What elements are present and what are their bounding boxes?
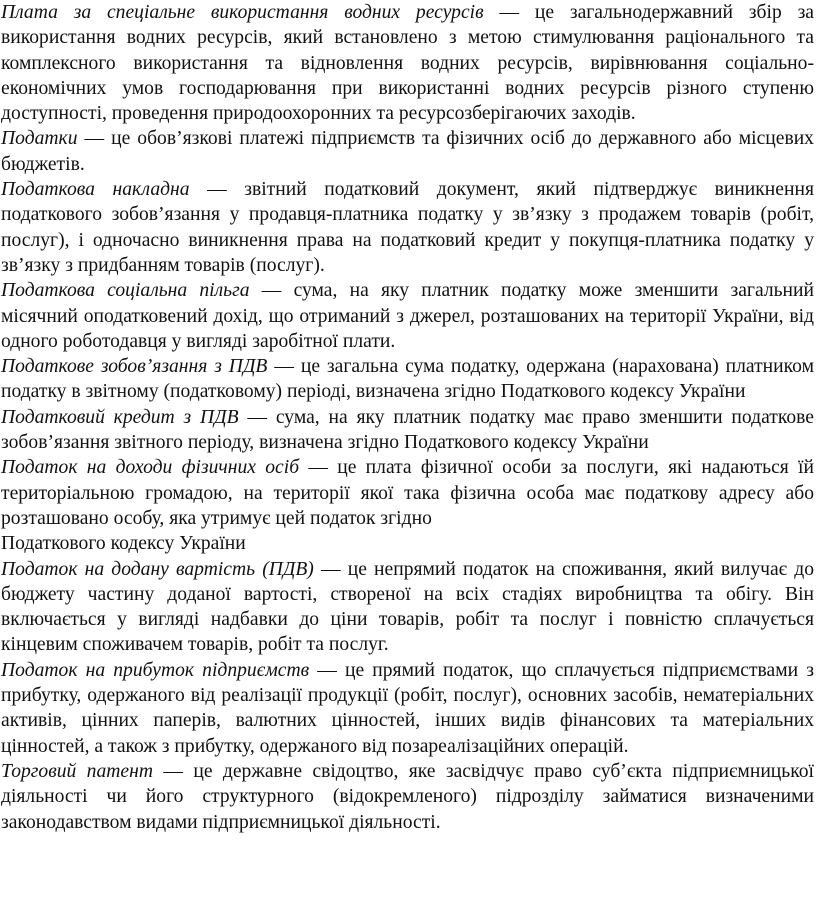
continuation-line: Податкового кодексу України xyxy=(1,533,246,555)
glossary-entry-profit-tax xyxy=(1,658,814,759)
glossary-entry-income-tax xyxy=(1,455,814,531)
entry-dash: — xyxy=(247,406,268,428)
entry-definition: це загальнодержавний збір за використання водних ресурсів, який встановлено з метою стимулювання раціонального та комплексного використання та відновлення водних ресурсів, вирівнювання соціально-економічних умов господарювання при використанні водних ресурсів різного ступеню доступності, проведення природоохоронних та ресурсозберігаючих заходів. xyxy=(1,2,815,125)
entry-dash: — xyxy=(84,128,105,150)
entry-term: Податок на доходи фізичних осіб xyxy=(1,457,300,479)
entry-term: Податкове зобов’язання з ПДВ xyxy=(1,356,268,378)
entry-term: Податок на прибуток підприємств xyxy=(1,659,310,681)
glossary-entry-vat-liability xyxy=(1,354,814,405)
entry-dash: — xyxy=(499,2,520,23)
entry-dash: — xyxy=(261,280,282,302)
entry-definition: сума, на яку платник податку має право зменшити податкове зобов’язання звітного періоду, визначена згідно Податкового кодексу України xyxy=(1,406,814,454)
entry-dash: — xyxy=(274,356,294,378)
entry-definition: це обов’язкові платежі підприємств та фізичних осіб до державного або місцевих бюджетів. xyxy=(1,128,814,175)
glossary-entry-vat xyxy=(1,557,814,658)
entry-term: Податок на додану вартість (ПДВ) xyxy=(1,558,314,580)
entry-dash: — xyxy=(163,760,183,782)
entry-dash: — xyxy=(308,457,328,479)
entry-definition: сума, на яку платник податку може зменшити загальний місячний оподатковений дохід, що отриманий з джерел, розташованих на території України, від одного роботодавця у вигляді заробітної плати. xyxy=(1,280,814,352)
entry-definition: це плата фізичної особи за послуги, які надаються їй територіальною громадою, на території якої така фізична особа має податкову адресу або розташовано особу, яка утримує цей податок згідно xyxy=(1,457,814,529)
entry-dash: — xyxy=(317,659,337,681)
entry-definition: звітний податковий документ, який підтверджує виникнення податкового зобов’язання у продавця-платника податку у зв’язку з продажем товарів (робіт, послуг), і одночасно виникнення права на податковий кредит у покупця-платника податку у зв’язку з придбанням товарів (послуг). xyxy=(1,179,814,276)
entry-definition: це непрямий податок на споживання, який вилучає до бюджету частину доданої вартості, створеної на всіх стадіях виробництва та обігу. Він включається у вигляді надбавки до ціни товарів, робіт та послуг і повністю сплачується кінцевим споживачем товарів, робіт та послуг. xyxy=(1,558,814,656)
entry-definition: це загальна сума податку, одержана (нарахована) платником податку в звітному (податковому) періоді, визначена згідно Податкового кодексу України xyxy=(1,356,814,403)
glossary-entry-taxes xyxy=(1,126,814,177)
entry-term: Податкова накладна xyxy=(1,179,190,201)
glossary-entry-social-benefit xyxy=(1,278,814,354)
entry-term: Торговий патент xyxy=(1,760,153,782)
entry-dash: — xyxy=(207,179,227,201)
glossary-entry-vat-credit xyxy=(1,405,814,456)
glossary-entry-tax-invoice xyxy=(1,177,814,278)
entry-term: Податки xyxy=(1,128,78,150)
entry-dash: — xyxy=(320,558,341,580)
glossary-entry-trade-patent xyxy=(1,759,814,835)
entry-term: Плата за спеціальне використання водних ресурсів xyxy=(1,2,484,23)
entry-term: Податковий кредит з ПДВ xyxy=(1,406,239,428)
glossary-entry-water-fee xyxy=(1,0,814,126)
entry-definition: це прямий податок, що сплачується підприємствами з прибутку, одержаного від реалізації продукції (робіт, послуг), основних засобів, нематеріальних активів, цінних паперів, валютних цінностей, інших видів фінансових та матеріальних цінностей, а також з прибутку, одержаного від позареалізаційних операцій. xyxy=(1,659,814,757)
entry-term: Податкова соціальна пільга xyxy=(1,280,250,302)
entry-definition: це державне свідоцтво, яке засвідчує право суб’єкта підприємницької діяльності чи його структурного (відокремленого) підрозділу займатися визначеними законодавством видами підприємницької діяльності. xyxy=(1,760,814,833)
